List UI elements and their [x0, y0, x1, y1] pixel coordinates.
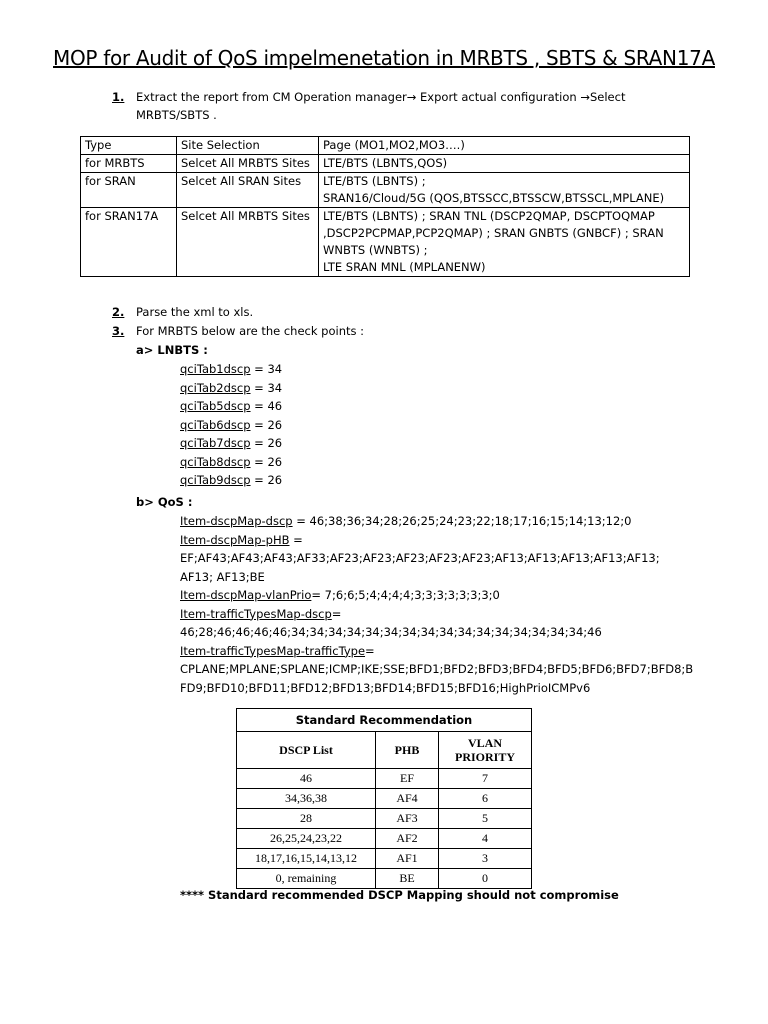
page-title: MOP for Audit of QoS impelmenetation in MRBTS , SBTS & SRAN17A	[53, 46, 715, 70]
param-key: Item-trafficTypesMap-trafficType	[180, 643, 366, 658]
footnote: **** Standard recommended DSCP Mapping should not compromise	[180, 888, 619, 902]
lnbts-item	[180, 379, 282, 398]
cell-type: for SRAN	[81, 173, 177, 208]
qos-list	[180, 512, 700, 697]
cell-vlan: 3	[439, 849, 532, 869]
param-value: = 26	[250, 473, 283, 487]
param-key: Item-trafficTypesMap-dscp	[180, 606, 332, 621]
param-key: qciTab6dscp	[180, 417, 251, 432]
qos-label: b> QoS :	[136, 495, 193, 509]
lnbts-label: a> LNBTS :	[136, 343, 208, 357]
header-site-selection: Site Selection	[177, 137, 319, 155]
param-key: qciTab2dscp	[180, 380, 251, 395]
cell-dscp: 0, remaining	[237, 869, 376, 889]
lnbts-list	[180, 360, 282, 490]
param-value: = 26	[250, 417, 283, 432]
param-value: = 26	[250, 454, 283, 469]
step1-line2: MRBTS/SBTS .	[136, 108, 217, 122]
param-key: qciTab9dscp	[180, 473, 251, 487]
step3-text: For MRBTS below are the check points :	[136, 324, 365, 338]
qos-traffic-type-line: FD9;BFD10;BFD11;BFD12;BFD13;BFD14;BFD15;BFD16;HighPrioICMPv6	[180, 680, 591, 695]
lnbts-item	[180, 360, 282, 379]
param-key: qciTab7dscp	[180, 436, 251, 450]
config-table-header	[81, 137, 690, 155]
cell-dscp: 46	[237, 769, 376, 789]
std-table-row	[237, 789, 532, 809]
qos-phb	[180, 531, 700, 550]
cell-site: Selcet All MRBTS Sites	[177, 208, 319, 277]
cell-phb: AF2	[376, 829, 439, 849]
param-value: = 46	[250, 399, 283, 413]
qos-traffic-dscp-line: 46;28;46;46;46;46;34;34;34;34;34;34;34;34;34;34;34;34;34;34;34;34;46	[180, 625, 602, 639]
cell-vlan: 7	[439, 769, 532, 789]
page-line: SRAN16/Cloud/5G (QOS,BTSSCC,BTSSCW,BTSSCL,MPLANE)	[323, 191, 665, 205]
std-table-row	[237, 829, 532, 849]
cell-type: for MRBTS	[81, 155, 177, 173]
cell-phb: AF1	[376, 849, 439, 869]
standard-recommendation-table	[236, 708, 532, 889]
step3-number: 3.	[112, 324, 125, 338]
cell-dscp: 34,36,38	[237, 789, 376, 809]
param-value: =	[365, 643, 375, 658]
param-key: Item-dscpMap-vlanPrio	[180, 588, 312, 602]
page-line: LTE/BTS (LBNTS) ; SRAN TNL (DSCP2QMAP, DSCPTOQMAP	[323, 209, 655, 223]
param-key: qciTab1dscp	[180, 362, 251, 376]
header-dscp-list: DSCP List	[237, 732, 376, 769]
std-table-row	[237, 849, 532, 869]
cell-vlan: 4	[439, 829, 532, 849]
param-key: qciTab5dscp	[180, 399, 251, 413]
param-value: =	[289, 532, 303, 547]
std-table-header	[237, 732, 532, 769]
qos-traffic-type	[180, 642, 700, 661]
step1-line1: Extract the report from CM Operation manager→ Export actual configuration →Select	[136, 90, 626, 104]
std-table-row	[237, 769, 532, 789]
cell-dscp: 26,25,24,23,22	[237, 829, 376, 849]
cell-dscp: 18,17,16,15,14,13,12	[237, 849, 376, 869]
config-row-sran17a	[81, 208, 690, 277]
param-value: = 34	[250, 380, 283, 395]
std-table-caption: Standard Recommendation	[237, 709, 532, 732]
cell-phb: EF	[376, 769, 439, 789]
std-table-row	[237, 809, 532, 829]
config-table	[80, 136, 690, 277]
cell-phb: AF3	[376, 809, 439, 829]
step2-number: 2.	[112, 305, 125, 319]
config-row-sran	[81, 173, 690, 208]
qos-phb-line: EF;AF43;AF43;AF43;AF33;AF23;AF23;AF23;AF23;AF23;AF13;AF13;AF13;AF13;AF13;	[180, 551, 660, 565]
step1-number: 1.	[112, 90, 125, 104]
cell-dscp: 28	[237, 809, 376, 829]
cell-page	[319, 155, 690, 173]
param-value: = 7;6;6;5;4;4;4;4;3;3;3;3;3;3;3;0	[311, 588, 500, 602]
cell-vlan: 5	[439, 809, 532, 829]
qos-vlan	[180, 586, 700, 605]
header-phb: PHB	[376, 732, 439, 769]
param-value: = 34	[250, 362, 283, 376]
std-table-caption-row	[237, 709, 532, 732]
std-table-row	[237, 869, 532, 889]
lnbts-item	[180, 397, 282, 416]
page-line: LTE SRAN MNL (MPLANENW)	[323, 260, 486, 274]
param-key: Item-dscpMap-pHB	[180, 532, 290, 547]
page-line: WNBTS (WNBTS) ;	[323, 243, 428, 257]
cell-page	[319, 173, 690, 208]
param-value: = 46;38;36;34;28;26;25;24;23;22;18;17;16;15;14;13;12;0	[292, 514, 632, 528]
cell-vlan: 6	[439, 789, 532, 809]
cell-page	[319, 208, 690, 277]
page-line: LTE/BTS (LBNTS) ;	[323, 174, 426, 188]
qos-traffic-type-line: CPLANE;MPLANE;SPLANE;ICMP;IKE;SSE;BFD1;BFD2;BFD3;BFD4;BFD5;BFD6;BFD7;BFD8;B	[180, 662, 694, 676]
qos-dscp	[180, 512, 700, 531]
lnbts-item	[180, 471, 282, 490]
qos-phb-line: AF13; AF13;BE	[180, 569, 265, 584]
cell-phb: AF4	[376, 789, 439, 809]
lnbts-item	[180, 434, 282, 453]
lnbts-item	[180, 416, 282, 435]
qos-traffic-dscp	[180, 605, 700, 624]
param-key: qciTab8dscp	[180, 454, 251, 469]
page-line: ,DSCP2PCPMAP,PCP2QMAP) ; SRAN GNBTS (GNBCF) ; SRAN	[323, 226, 664, 240]
step2-text: Parse the xml to xls.	[136, 305, 254, 319]
cell-phb: BE	[376, 869, 439, 889]
param-value: = 26	[250, 436, 283, 450]
header-type: Type	[81, 137, 177, 155]
param-value: =	[331, 606, 342, 621]
cell-type: for SRAN17A	[81, 208, 177, 277]
cell-site: Selcet All MRBTS Sites	[177, 155, 319, 173]
cell-site: Selcet All SRAN Sites	[177, 173, 319, 208]
page-line: LTE/BTS (LBNTS,QOS)	[323, 156, 448, 170]
cell-vlan: 0	[439, 869, 532, 889]
lnbts-item	[180, 453, 282, 472]
header-page: Page (MO1,MO2,MO3….)	[319, 137, 690, 155]
param-key: Item-dscpMap-dscp	[180, 514, 293, 528]
header-vlan-priority: VLAN PRIORITY	[439, 732, 532, 769]
config-row-mrbts	[81, 155, 690, 173]
